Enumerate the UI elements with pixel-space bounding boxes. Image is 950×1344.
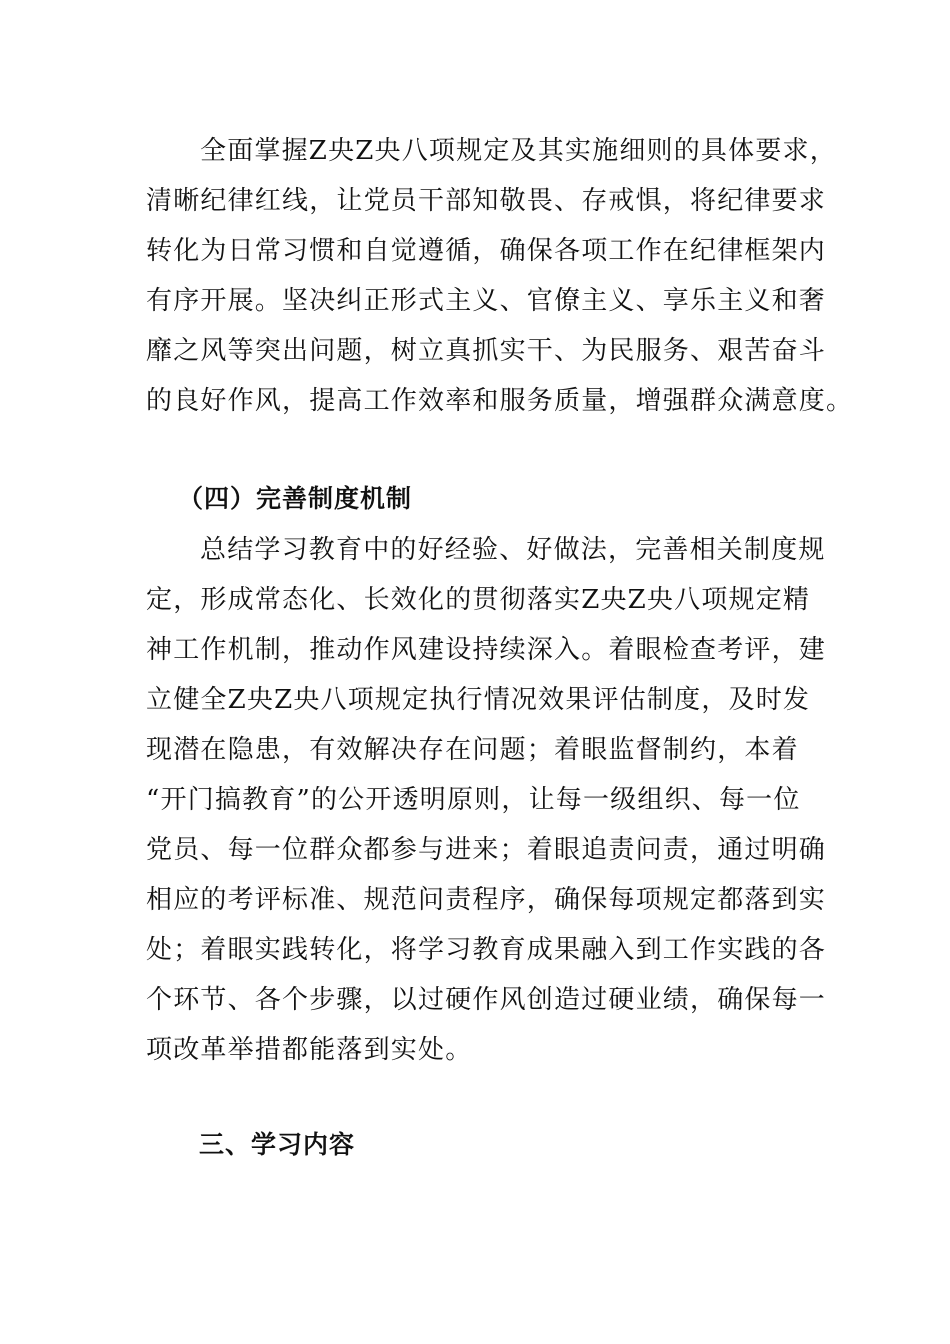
text-line: 的良好作风，提高工作效率和服务质量，增强群众满意度。 xyxy=(146,386,854,416)
text-line: 总结学习教育中的好经验、好做法，完善相关制度规 xyxy=(200,535,826,565)
paragraph-improve-mechanism xyxy=(146,525,827,1075)
text-line: 神工作机制，推动作风建设持续深入。着眼检查考评，建 xyxy=(146,635,827,665)
section-heading-learning-content: 三、学习内容 xyxy=(199,1130,356,1159)
text-line: 立健全Z央Z央八项规定执行情况效果评估制度，及时发 xyxy=(146,685,811,715)
paragraph-discipline-requirements xyxy=(146,126,854,426)
text-line: 全面掌握Z央Z央八项规定及其实施细则的具体要求， xyxy=(200,136,837,166)
text-line: 党员、每一位群众都参与进来；着眼追责问责，通过明确 xyxy=(146,835,827,865)
text-line: 现潜在隐患，有效解决存在问题；着眼监督制约，本着 xyxy=(146,735,799,765)
text-line: 靡之风等突出问题，树立真抓实干、为民服务、艰苦奋斗 xyxy=(146,336,827,366)
text-line: 处；着眼实践转化，将学习教育成果融入到工作实践的各 xyxy=(146,935,827,965)
text-line: “开门搞教育”的公开透明原则，让每一级组织、每一位 xyxy=(146,785,801,815)
text-line: 项改革举措都能落到实处。 xyxy=(146,1035,473,1065)
text-line: 转化为日常习惯和自觉遵循，确保各项工作在纪律框架内 xyxy=(146,236,827,266)
text-line: 定，形成常态化、长效化的贯彻落实Z央Z央八项规定精 xyxy=(146,585,811,615)
section-heading-improve-mechanism: （四）完善制度机制 xyxy=(178,484,413,513)
text-line: 清晰纪律红线，让党员干部知敬畏、存戒惧，将纪律要求 xyxy=(146,186,827,216)
text-line: 相应的考评标准、规范问责程序，确保每项规定都落到实 xyxy=(146,885,827,915)
text-line: 个环节、各个步骤，以过硬作风创造过硬业绩，确保每一 xyxy=(146,985,827,1015)
text-line: 有序开展。坚决纠正形式主义、官僚主义、享乐主义和奢 xyxy=(146,286,827,316)
